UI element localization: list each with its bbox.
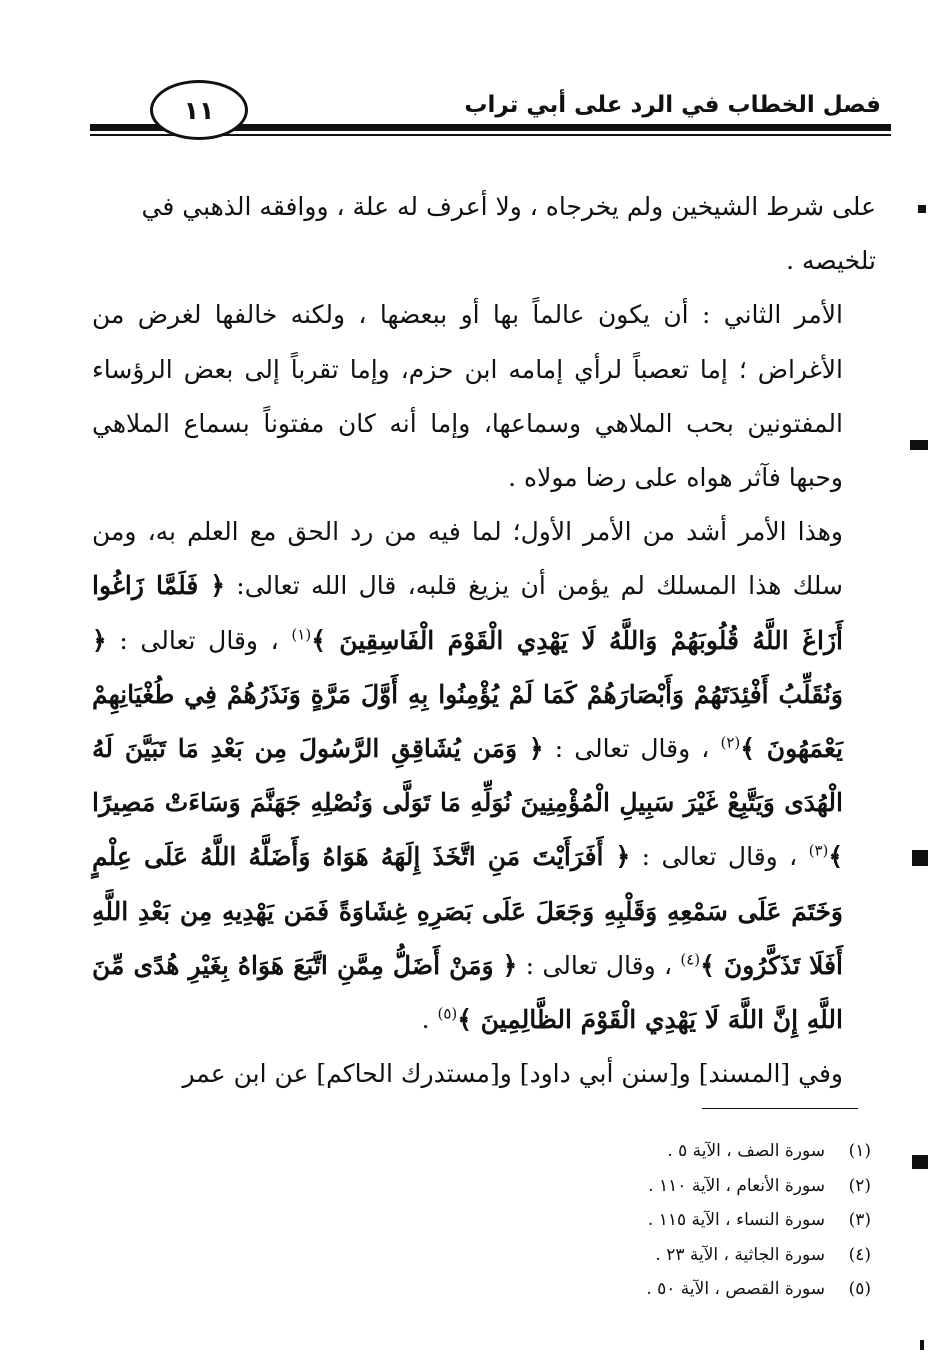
page-number-oval bbox=[150, 80, 248, 140]
footnote-ref-1: (١) bbox=[291, 625, 312, 644]
paragraph-4: وفي [المسند] و[سنن أبي داود] و[مستدرك الحاكم] عن ابن عمر bbox=[182, 1059, 843, 1089]
paragraph-1 bbox=[92, 180, 876, 288]
footnote-ref-2: (٢) bbox=[720, 733, 741, 752]
quran-verse-3: ﴿ وَمَن يُشَاقِقِ الرَّسُولَ مِن بَعْدِ مَا تَبَيَّنَ لَهُ الْهُدَى وَيَتَّبِعْ غَيْرَ سَبِيلِ الْمُؤْمِنِينَ نُوَلِّهِ مَا تَوَلَّى وَنُصْلِهِ جَهَنَّمَ وَسَاءَتْ مَصِيرًا ﴾ bbox=[92, 734, 844, 872]
footnote-number: (٣) bbox=[848, 1210, 871, 1230]
connector-1: ، وقال تعالى : bbox=[119, 625, 279, 655]
connector-4: ، وقال تعالى : bbox=[525, 950, 673, 980]
quran-verse-4: ﴿ أَفَرَأَيْتَ مَنِ اتَّخَذَ إِلَهَهُ هَوَاهُ وَأَضَلَّهُ اللَّهُ عَلَى عِلْمٍ وَخَتَمَ عَلَى سَمْعِهِ وَقَلْبِهِ وَجَعَلَ عَلَى بَصَرِهِ غِشَاوَةً فَمَن يَهْدِيهِ مِن بَعْدِ اللَّهِ أَفَلَا تَذَكَّرُونَ ﴾ bbox=[92, 842, 843, 980]
scan-mark bbox=[918, 205, 926, 213]
quran-verse-1: ﴿ فَلَمَّا زَاغُوا أَزَاغَ اللَّهُ قُلُوبَهُمْ وَاللَّهُ لَا يَهْدِي الْقَوْمَ الْفَاسِقِينَ ﴾ bbox=[92, 571, 843, 655]
connector-2: ، وقال تعالى : bbox=[554, 734, 710, 764]
paragraph-1-line-1: على شرط الشيخين ولم يخرجاه ، ولا أعرف له علة ، ووافقه الذهبي في bbox=[141, 192, 876, 221]
paragraph-3-end: . bbox=[421, 1005, 430, 1035]
page-number: ١١ bbox=[183, 95, 215, 125]
footnotes bbox=[421, 1134, 871, 1307]
scan-mark bbox=[920, 1340, 924, 1350]
footnote-text: سورة الأنعام ، الآية ١١٠ . bbox=[648, 1175, 825, 1196]
running-header-title: فصل الخطاب في الرد على أبي تراب bbox=[464, 92, 881, 118]
footnote-text: سورة الجاثية ، الآية ٢٣ . bbox=[655, 1244, 825, 1265]
footnote-number: (٤) bbox=[848, 1244, 871, 1265]
footnote-number: (٢) bbox=[848, 1175, 871, 1196]
connector-3: ، وقال تعالى : bbox=[641, 842, 798, 872]
scan-mark bbox=[912, 1155, 928, 1169]
footnote-number: (١) bbox=[848, 1141, 871, 1161]
footnote-1 bbox=[421, 1134, 871, 1169]
quran-verse-2: ﴿ وَنُقَلِّبُ أَفْئِدَتَهُمْ وَأَبْصَارَهُمْ كَمَا لَمْ يُؤْمِنُوا بِهِ أَوَّلَ مَرَّةٍ وَنَذَرُهُمْ فِي طُغْيَانِهِمْ يَعْمَهُونَ ﴾ bbox=[92, 625, 844, 764]
footnote-2 bbox=[421, 1169, 871, 1204]
footnote-separator bbox=[702, 1108, 858, 1109]
footnote-3 bbox=[421, 1203, 871, 1238]
footnote-text: سورة القصص ، الآية ٥٠ . bbox=[646, 1279, 825, 1299]
scan-mark bbox=[910, 440, 928, 450]
paragraph-2: الأمر الثاني : أن يكون عالماً بها أو ببعضها ، ولكنه خالفها لغرض من الأغراض ؛ إما تعصباً لرأي إمامه ابن حزم، وإما تقرباً إلى بعض الرؤساء المفتونين بحب الملاهي وسماعها، وإما أنه كان مفتوناً بسماع الملاهي وحبها فآثر هواه على رضا مولاه . bbox=[92, 300, 843, 493]
paragraph-3-intro: وهذا الأمر أشد من الأمر الأول؛ لما فيه من رد الحق مع العلم به، ومن سلك هذا المسلك لم يؤمن أن يزيغ قلبه، قال الله تعالى: bbox=[92, 517, 844, 601]
footnote-text: سورة الصف ، الآية ٥ . bbox=[667, 1141, 825, 1161]
paragraph-3 bbox=[92, 505, 876, 1047]
footnote-ref-3: (٣) bbox=[808, 842, 829, 861]
main-text bbox=[92, 180, 876, 1101]
quran-verse-5: ﴿ وَمَنْ أَضَلُّ مِمَّنِ اتَّبَعَ هَوَاهُ بِغَيْرِ هُدًى مِّنَ اللَّهِ إِنَّ اللَّهَ لَا يَهْدِي الْقَوْمَ الظَّالِمِينَ ﴾ bbox=[92, 950, 843, 1035]
footnote-5 bbox=[421, 1272, 871, 1307]
footnote-text: سورة النساء ، الآية ١١٥ . bbox=[647, 1210, 825, 1230]
scan-mark bbox=[912, 850, 928, 866]
footnote-number: (٥) bbox=[848, 1279, 871, 1299]
footnote-ref-4: (٤) bbox=[680, 950, 701, 969]
paragraph-1-line-2: تلخيصه . bbox=[786, 246, 876, 276]
footnote-4 bbox=[421, 1238, 871, 1273]
footnote-ref-5: (٥) bbox=[437, 1004, 458, 1023]
